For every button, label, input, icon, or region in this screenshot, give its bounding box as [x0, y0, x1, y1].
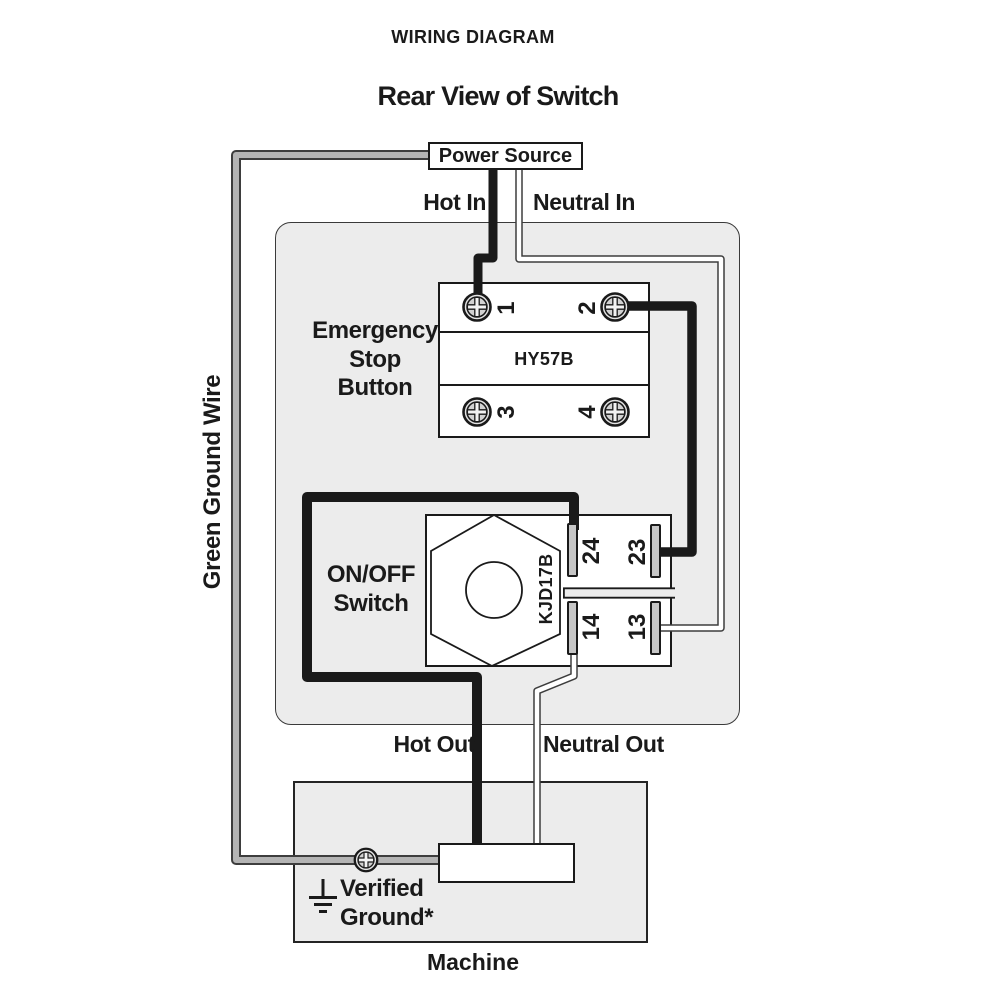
switch-terminal-24-label: 24 — [578, 537, 605, 565]
hot-out-label: Hot Out — [393, 731, 475, 757]
spade-terminal-24 — [567, 523, 578, 577]
green-ground-wire-label: Green Ground Wire — [199, 374, 226, 590]
emergency-stop-label-line3: Button — [337, 374, 413, 401]
estop-terminal-1-label: 1 — [493, 301, 520, 315]
neutral-out-label: Neutral Out — [543, 731, 664, 757]
earth-ground-icon — [309, 879, 337, 912]
switch-terminal-14-label: 14 — [578, 613, 605, 641]
screw-terminal-4-icon — [597, 394, 633, 430]
spade-terminal-14 — [567, 601, 578, 655]
onoff-switch-label — [291, 561, 451, 618]
screw-terminal-3-icon — [459, 394, 495, 430]
estop-model-label: HY57B — [514, 349, 574, 369]
switch-terminal-13-label: 13 — [624, 613, 651, 641]
spade-terminal-13 — [650, 601, 661, 655]
screw-terminal-1-icon — [459, 289, 495, 325]
spade-terminal-23 — [650, 524, 661, 578]
verified-ground-label — [340, 874, 433, 932]
estop-terminal-4-label: 4 — [574, 405, 601, 419]
switch-model-label: KJD17B — [536, 553, 556, 625]
emergency-stop-label-line2: Stop — [349, 345, 401, 373]
emergency-stop-label — [295, 317, 455, 403]
emergency-stop-label-line1: Emergency — [312, 317, 438, 344]
hot-in-wire — [478, 168, 493, 301]
switch-terminal-23-label: 23 — [624, 538, 651, 566]
estop-terminal-2-label: 2 — [574, 301, 601, 315]
estop-terminal-3-label: 3 — [493, 405, 520, 419]
screw-terminal-2-icon — [597, 289, 633, 325]
verified-ground-line2: Ground* — [340, 904, 434, 931]
verified-ground-line1: Verified — [340, 875, 424, 902]
onoff-switch-label-line2: Switch — [333, 589, 409, 617]
hot-in-label: Hot In — [423, 189, 486, 215]
ground-screw-icon — [351, 845, 381, 875]
machine-label: Machine — [426, 949, 520, 975]
diagram-subtitle: Rear View of Switch — [377, 81, 619, 111]
diagram-title: WIRING DIAGRAM — [391, 27, 555, 47]
power-source-label: Power Source — [438, 144, 573, 167]
neutral-in-label: Neutral In — [533, 189, 636, 215]
machine-terminal-block — [438, 843, 575, 883]
power-source-box — [428, 142, 583, 170]
onoff-switch-label-line1: ON/OFF — [326, 561, 416, 588]
